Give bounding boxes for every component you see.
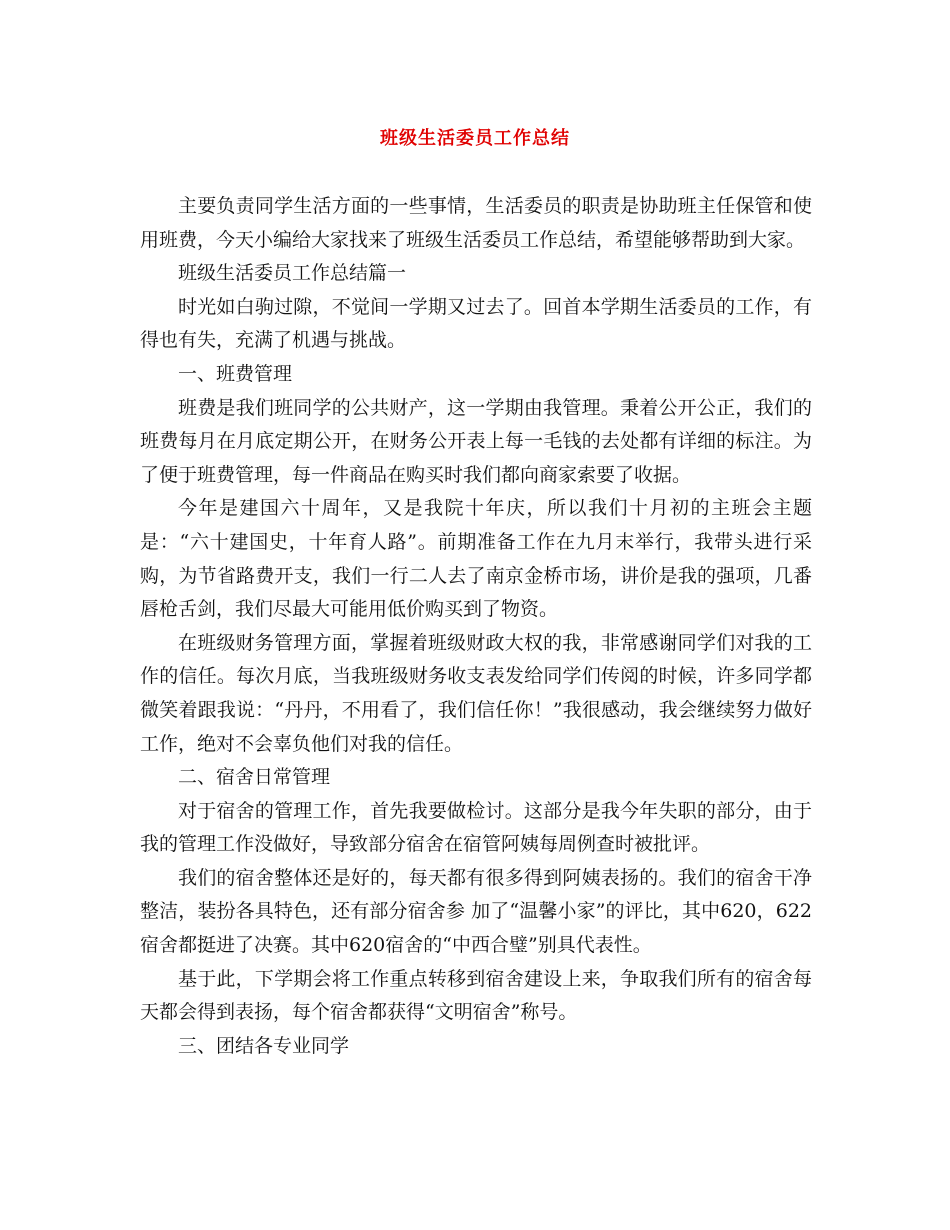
paragraph-dorm-plan: 基于此，下学期会将工作重点转移到宿舍建设上来，争取我们所有的宿舍每天都会得到表扬，每个宿舍都获得“文明宿舍”称号。 [140, 967, 812, 1024]
section-heading-class-fee: 一、班费管理 [178, 362, 293, 385]
document-body [140, 190, 812, 1063]
paragraph-anniversary: 今年是建国六十周年，又是我院十年庆，所以我们十月初的主班会主题是：“六十建国史，十年育人路”。前期准备工作在九月末举行，我带头进行采购，为节省路费开支，我们一行二人去了南京金桥市场，讲价是我的强项，几番唇枪舌剑，我们尽最大可能用低价购买到了物资。 [140, 497, 812, 621]
paragraph-class-fee: 班费是我们班同学的公共财产，这一学期由我管理。秉着公开公正，我们的班费每月在月底定期公开，在财务公开表上每一毛钱的去处都有详细的标注。为了便于班费管理，每一件商品在购买时我们都向商家索要了收据。 [140, 396, 812, 486]
paragraph-opening: 时光如白驹过隙，不觉间一学期又过去了。回首本学期生活委员的工作，有得也有失，充满了机遇与挑战。 [140, 295, 812, 352]
paragraph-intro: 主要负责同学生活方面的一些事情，生活委员的职责是协助班主任保管和使用班费，今天小编给大家找来了班级生活委员工作总结，希望能够帮助到大家。 [140, 195, 812, 251]
document-title: 班级生活委员工作总结 [380, 128, 570, 149]
section-heading-part-one: 班级生活委员工作总结篇一 [178, 262, 407, 285]
paragraph-dorm-praise: 我们的宿舍整体还是好的，每天都有很多得到阿姨表扬的。我们的宿舍干净整洁，装扮各具特色，还有部分宿舍参 加了“温馨小家”的评比，其中620，622宿舍都挺进了决赛。其中620宿舍的“中西合璧”别具代表性。 [140, 866, 812, 957]
paragraph-dorm-review: 对于宿舍的管理工作，首先我要做检讨。这部分是我今年失职的部分，由于我的管理工作没做好，导致部分宿舍在宿管阿姨每周例查时被批评。 [140, 799, 812, 856]
section-heading-unity: 三、团结各专业同学 [178, 1034, 350, 1057]
paragraph-finance-trust: 在班级财务管理方面，掌握着班级财政大权的我，非常感谢同学们对我的工作的信任。每次月底，当我班级财务收支表发给同学们传阅的时候，许多同学都微笑着跟我说：“丹丹，不用看了，我们信任你！”我很感动，我会继续努力做好工作，绝对不会辜负他们对我的信任。 [140, 631, 812, 755]
section-heading-dormitory: 二、宿舍日常管理 [178, 766, 331, 789]
